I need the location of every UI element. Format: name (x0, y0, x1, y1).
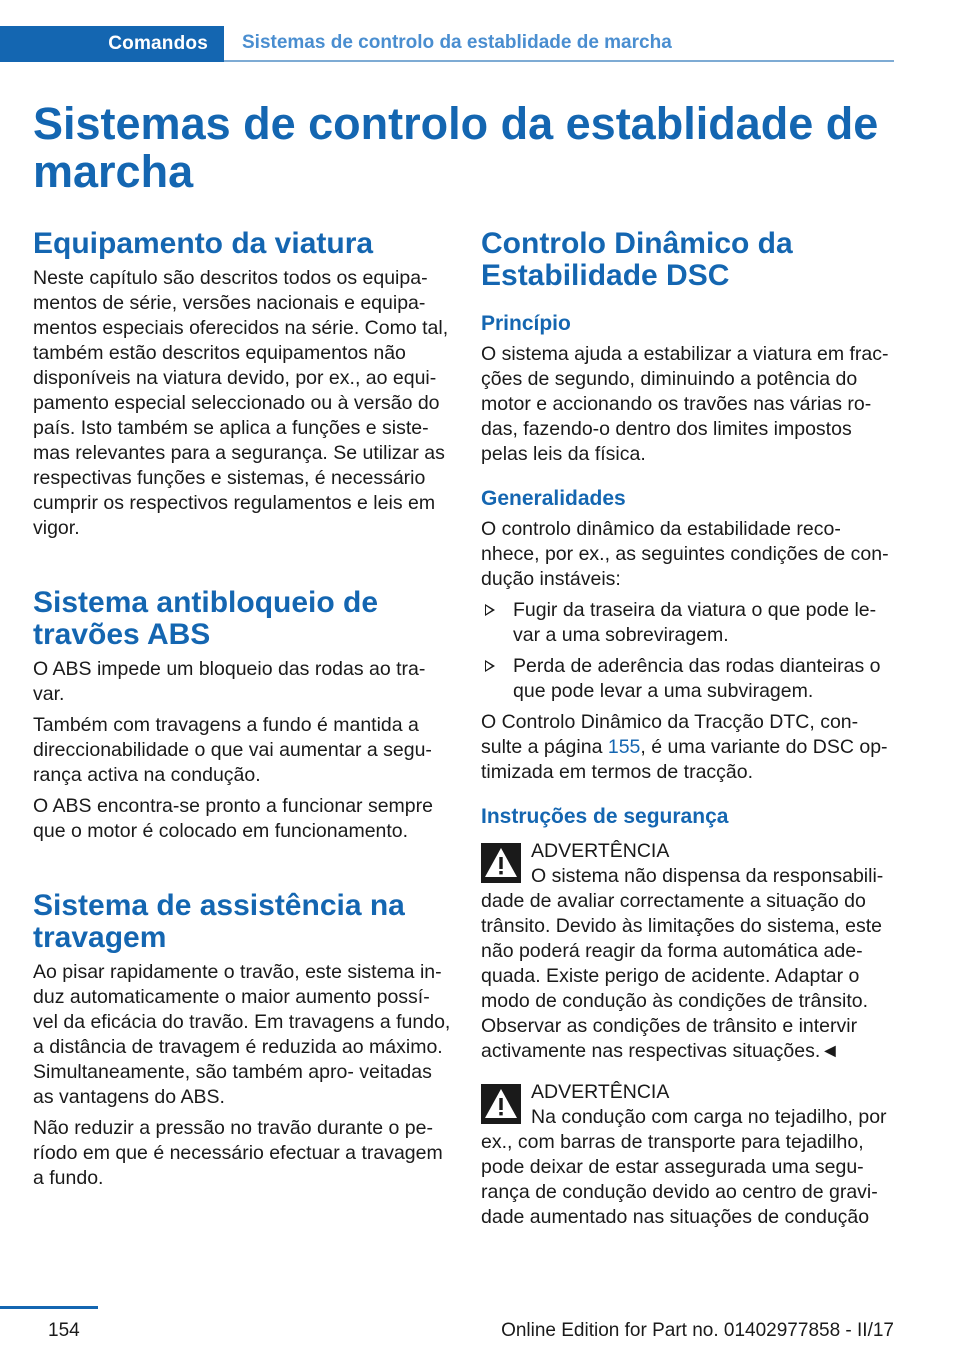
warning-title: ADVERTÊNCIA (531, 1081, 670, 1103)
chapter-tab[interactable] (0, 26, 224, 62)
paragraph: O ABS encontra-se pronto a funcionar sempre que o motor é colocado em funcionamento. (33, 795, 433, 842)
paragraph: Também com travagens a fundo é mantida a direccionabilidade o que vai aumentar a segu- rança activa na condução. (33, 714, 432, 786)
warning-block (481, 839, 899, 1064)
subheading-principle: Princípio (481, 312, 571, 335)
warning-icon (481, 1084, 521, 1124)
header-rule (224, 60, 894, 62)
edition-note: Online Edition for Part no. 01402977858 - II/17 (501, 1320, 894, 1341)
paragraph: Não reduzir a pressão no travão durante o pe- ríodo em que é necessário efectuar a travagem a fundo. (33, 1117, 443, 1189)
list-item (481, 598, 899, 648)
page-title: Sistemas de controlo da establidade de marcha (33, 98, 879, 197)
bullet-triangle-icon (485, 604, 495, 616)
paragraph-text: , é uma variante do DSC op- timizada em termos de tracção. (481, 736, 888, 783)
list-item-text: Perda de aderência das rodas dianteiras o que pode levar a uma subviragem. (513, 655, 881, 702)
warning-title: ADVERTÊNCIA (531, 840, 670, 862)
paragraph: O sistema ajuda a estabilizar a viatura em frac- ções de segundo, diminuindo a potência do motor e accionando os travões nas várias ro- das, fazendo-o dentro dos limites impostos pelas leis da física. (481, 343, 889, 465)
subheading-general: Generalidades (481, 487, 626, 510)
heading-dsc: Controlo Dinâmico da Estabilidade DSC (481, 227, 793, 292)
warning-icon (481, 843, 521, 883)
bullet-triangle-icon (485, 660, 495, 672)
paragraph: Ao pisar rapidamente o travão, este sistema in- duz automaticamente o maior aumento possí- vel da eficácia do travão. Em travagens a fundo, a distância de travagem é reduzida ao máximo. Simultaneamente, são também apro- veitadas as vantagens do ABS. (33, 961, 451, 1108)
heading-abs: Sistema antibloqueio de travões ABS (33, 586, 379, 651)
subheading-safety: Instruções de segurança (481, 805, 729, 828)
list-item (481, 654, 899, 704)
paragraph: O controlo dinâmico da estabilidade reco- nhece, por ex., as seguintes condições de con- dução instáveis: (481, 518, 889, 590)
paragraph: Neste capítulo são descritos todos os equipa- mentos de série, versões nacionais e equipa- mentos especiais oferecidos na série. Como tal, também estão descritos equipamentos não disponíveis na viatura devido, por ex., ao equi- pamento especial seleccionado ou à versão do país. Isto também se aplica a funções e siste- mas relevantes para a segurança. Se utilizar as respectivas funções e sistemas, é necessário cumprir os respectivos regulamentos e leis em vigor. (33, 267, 449, 539)
page-link[interactable]: 155 (607, 736, 641, 758)
heading-vehicle-equipment: Equipamento da viatura (33, 227, 374, 260)
footer-rule (0, 1306, 98, 1309)
warning-text: O sistema não dispensa da responsabili- dade de avaliar correctamente a situação do trânsito. Devido às limitações do sistema, este não poderá reagir da forma automática ade- quada. Existe perigo de acidente. Adaptar o modo de condução às condições de trânsito. Observar as condições de trânsito e intervir activamente nas respectivas situações.◄ (481, 865, 884, 1062)
paragraph-text: O Controlo Dinâmico da Tracção DTC, con- sulte a página (481, 711, 859, 758)
list-item-text: Fugir da traseira da viatura o que pode le- var a uma sobreviragem. (513, 599, 877, 646)
right-column (481, 228, 899, 1230)
section-breadcrumb[interactable]: Sistemas de controlo da establidade de marcha (242, 32, 672, 53)
chapter-tab-label: Comandos (108, 33, 208, 54)
warning-text: Na condução com carga no tejadilho, por ex., com barras de transporte para tejadilho, pode deixar de estar assegurada uma segu- rança de condução devido ao centro de gravi- dade aumentado nas situações de condução (481, 1106, 887, 1228)
paragraph: O ABS impede um bloqueio das rodas ao tra- var. (33, 658, 426, 705)
left-column (33, 228, 451, 1191)
heading-brake-assist: Sistema de assistência na travagem (33, 889, 405, 954)
page-number: 154 (48, 1320, 80, 1341)
warning-block (481, 1080, 899, 1230)
paragraph-dtc (481, 710, 899, 785)
